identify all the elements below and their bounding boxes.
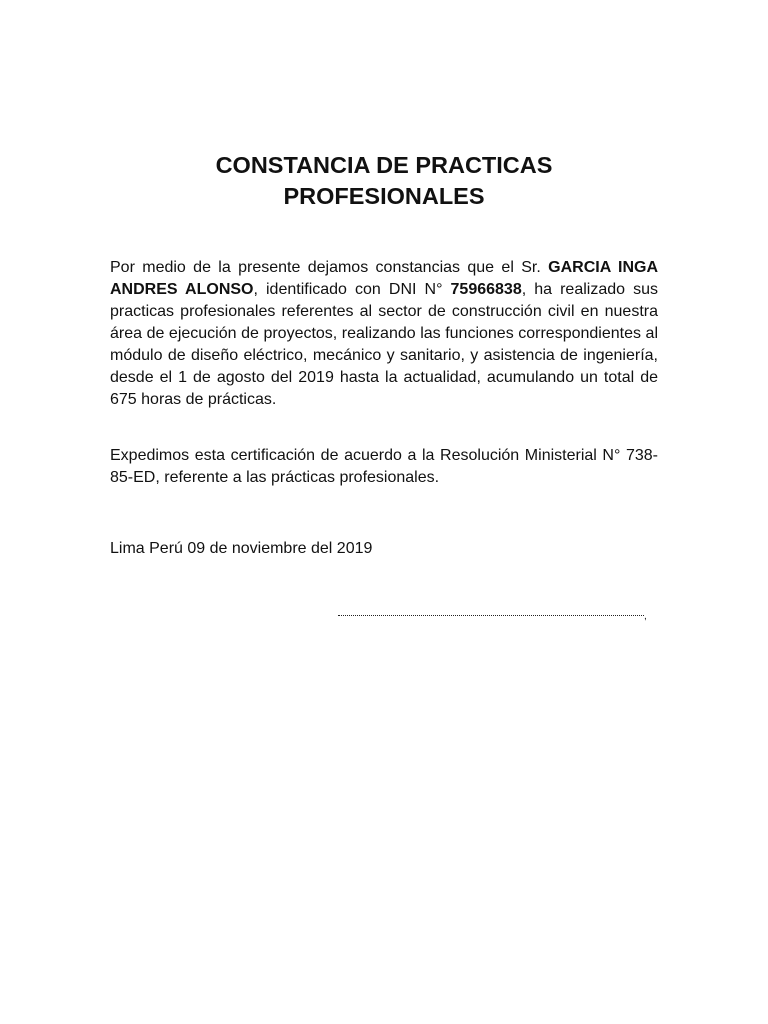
signature-line bbox=[338, 615, 644, 616]
resolution-paragraph: Expedimos esta certificación de acuerdo a la Resolución Ministerial N° 738-85-ED, referente a las prácticas profesionales. bbox=[110, 447, 658, 486]
student-name: GARCIA INGA ANDRES ALONSO bbox=[110, 259, 659, 298]
dni-label: , identificado con DNI N° bbox=[253, 281, 451, 298]
signature-line-end: , bbox=[644, 611, 647, 622]
title-line-2: PROFESIONALES bbox=[283, 183, 485, 209]
title-line-1: CONSTANCIA DE PRACTICAS bbox=[215, 152, 553, 178]
document-title bbox=[110, 150, 658, 212]
place-date: Lima Perú 09 de noviembre del 2019 bbox=[110, 540, 373, 557]
paragraph-intro: Por medio de la presente dejamos constancias que el Sr. bbox=[110, 259, 549, 276]
dni-number: 75966838 bbox=[450, 281, 522, 298]
paragraph-rest: , ha realizado sus practicas profesionales referentes al sector de construcción civil en nuestra área de ejecución de proyectos, realizando las funciones correspondientes al módulo de diseño eléctrico, mecánico y sanitario, y asistencia de ingeniería, desde el 1 de agosto del 2019 hasta la actualidad, acumulando un total de 675 horas de prácticas. bbox=[110, 281, 658, 408]
certification-paragraph bbox=[110, 257, 658, 411]
